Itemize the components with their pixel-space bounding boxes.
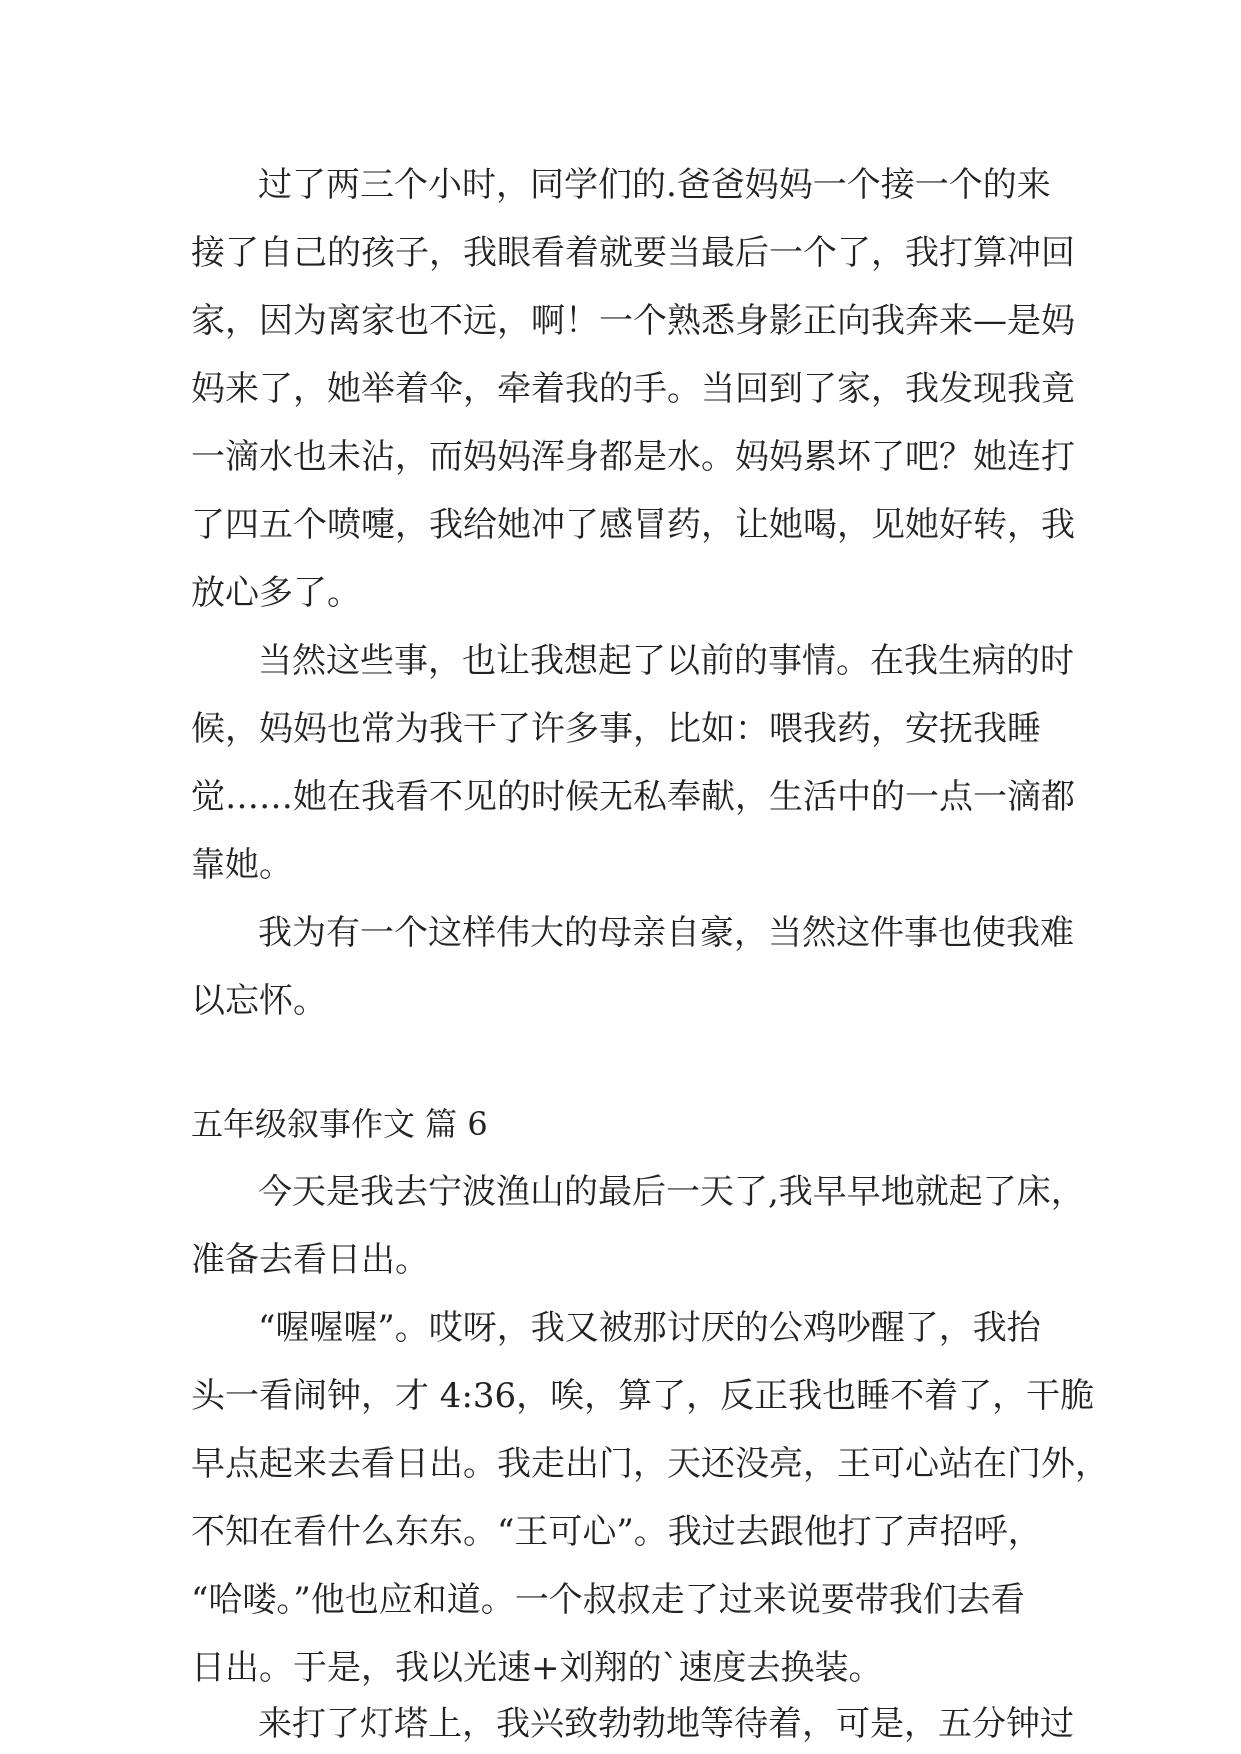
paragraph-line: 候，妈妈也常为我干了许多事，比如：喂我药，安抚我睡	[191, 709, 1041, 749]
paragraph-line: 以忘怀。	[191, 981, 327, 1021]
paragraph-line: 准备去看日出。	[191, 1240, 429, 1280]
paragraph-line: 接了自己的孩子，我眼看着就要当最后一个了，我打算冲回	[191, 233, 1075, 273]
paragraph-line: 不知在看什么东东。“王可心”。我过去跟他打了声招呼，	[191, 1512, 1042, 1552]
paragraph-line: 我为有一个这样伟大的母亲自豪，当然这件事也使我难	[258, 913, 1074, 953]
paragraph-line: 放心多了。	[191, 573, 361, 613]
paragraph-line: “哈喽。”他也应和道。一个叔叔走了过来说要带我们去看	[191, 1580, 1025, 1620]
paragraph-line: 日出。于是，我以光速+刘翔的`速度去换装。	[191, 1648, 883, 1688]
paragraph-line: 了四五个喷嚏，我给她冲了感冒药，让她喝，见她好转，我	[191, 505, 1075, 545]
paragraph-line: 头一看闹钟，才 4:36，唉，算了，反正我也睡不着了，干脆	[191, 1376, 1095, 1416]
paragraph-line: 今天是我去宁波渔山的最后一天了,我早早地就起了床，	[258, 1172, 1085, 1212]
paragraph-line: 当然这些事，也让我想起了以前的事情。在我生病的时	[258, 641, 1074, 681]
paragraph-line: 早点起来去看日出。我走出门，天还没亮，王可心站在门外，	[191, 1444, 1109, 1484]
paragraph-line: 来打了灯塔上，我兴致勃勃地等待着，可是，五分钟过	[258, 1704, 1074, 1744]
section-heading: 五年级叙事作文 篇 6	[191, 1105, 488, 1143]
paragraph-line: 家，因为离家也不远，啊！一个熟悉身影正向我奔来—是妈	[191, 301, 1075, 341]
paragraph-line: “喔喔喔”。哎呀，我又被那讨厌的公鸡吵醒了，我抬	[258, 1308, 1041, 1348]
paragraph-line: 觉……她在我看不见的时候无私奉献，生活中的一点一滴都	[191, 777, 1075, 817]
paragraph-line: 过了两三个小时，同学们的.爸爸妈妈一个接一个的来	[258, 165, 1051, 205]
paragraph-line: 妈来了，她举着伞，牵着我的手。当回到了家，我发现我竟	[191, 369, 1075, 409]
paragraph-line: 一滴水也未沾，而妈妈浑身都是水。妈妈累坏了吧？她连打	[191, 437, 1075, 477]
paragraph-line: 靠她。	[191, 845, 293, 885]
